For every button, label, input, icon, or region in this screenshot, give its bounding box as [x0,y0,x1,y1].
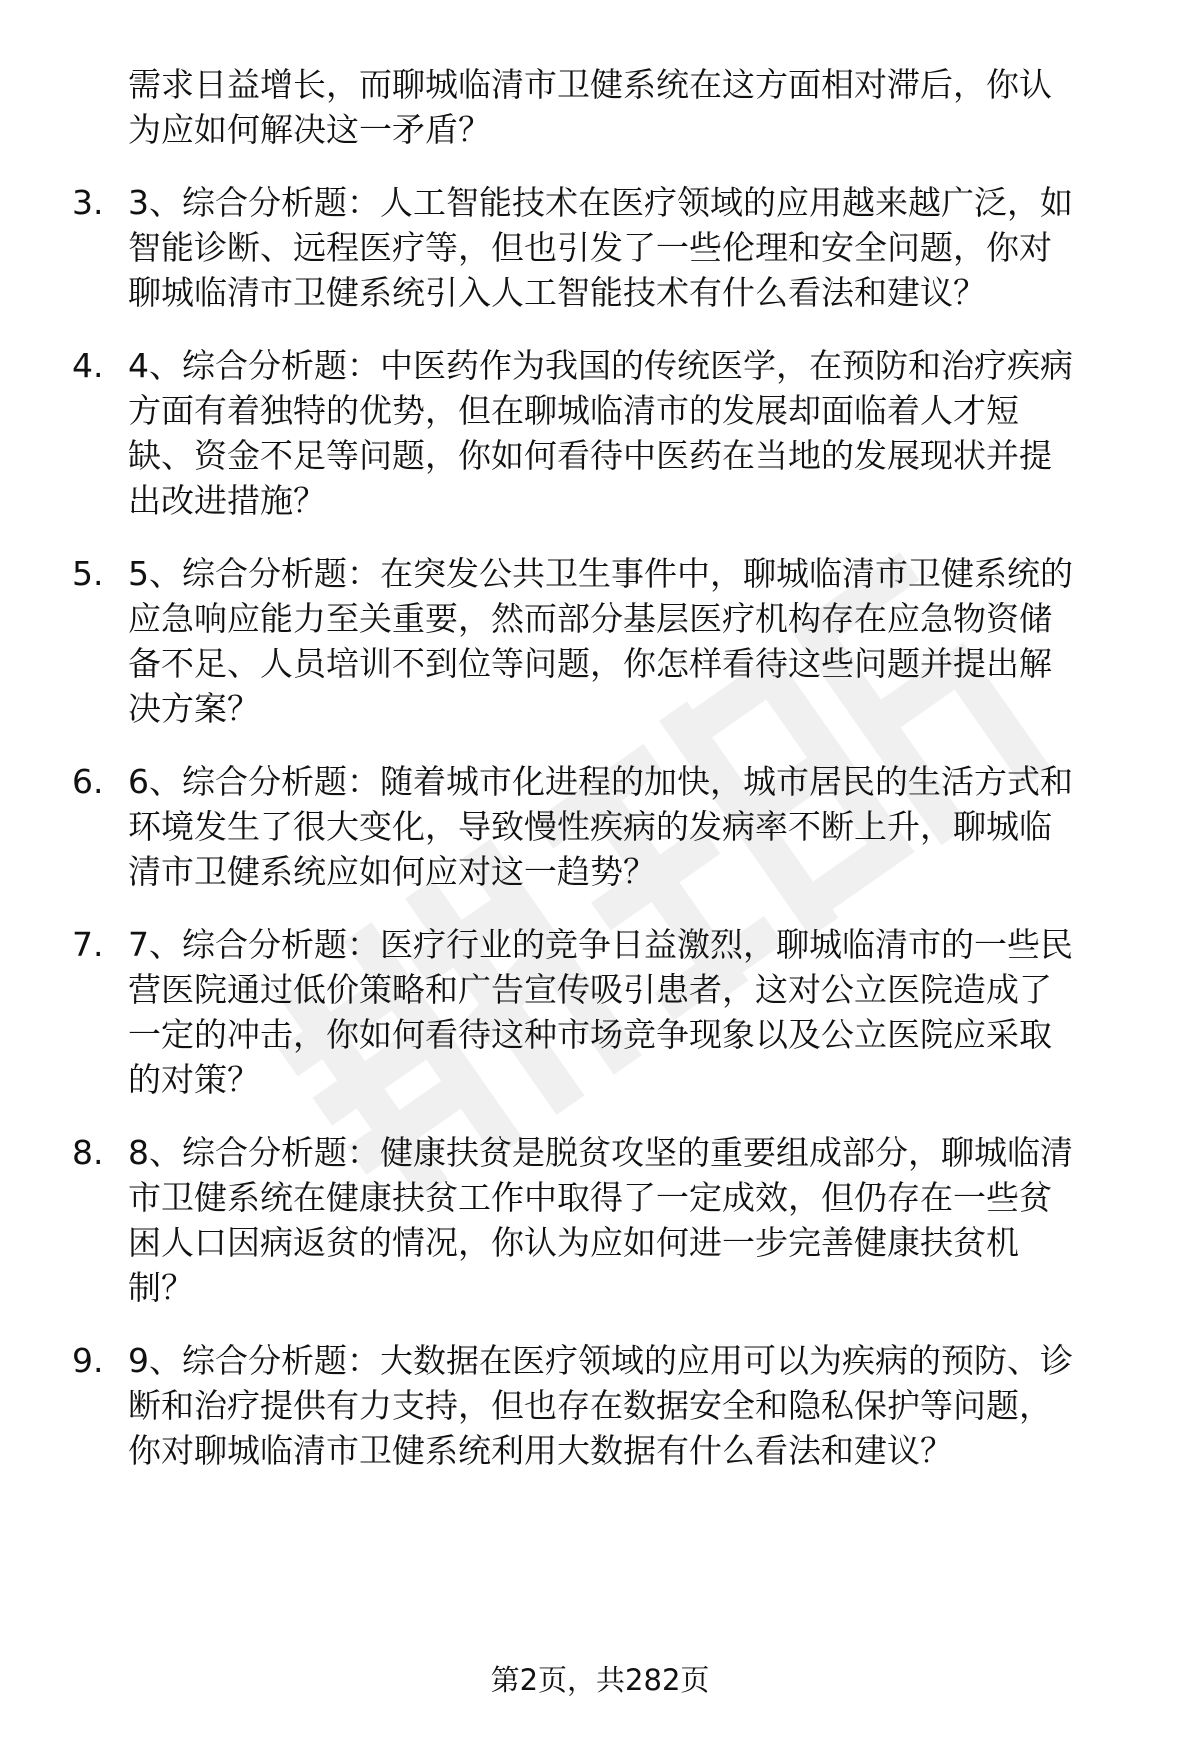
question-number: 3. [72,183,104,222]
question-text: 6、综合分析题：随着城市化进程的加快，城市居民的生活方式和 环境发生了很大变化，导致慢性疾病的发病率不断上升，聊城临 清市卫健系统应如何应对这一趋势？ [128,762,1073,891]
question-text: 4、综合分析题：中医药作为我国的传统医学，在预防和治疗疾病 方面有着独特的优势，但在聊城临清市的发展却面临着人才短 缺、资金不足等问题，你如何看待中医药在当地的发展现状并提 出改进措施？ [128,346,1073,520]
question-item [72,551,1162,731]
page-footer: 第2页，共282页 [490,1663,710,1697]
question-text: 5、综合分析题：在突发公共卫生事件中，聊城临清市卫健系统的 应急响应能力至关重要，然而部分基层医疗机构存在应急物资储 备不足、人员培训不到位等问题，你怎样看待这些问题并提出解 决方案？ [128,554,1073,728]
question-text: 7、综合分析题：医疗行业的竞争日益激烈，聊城临清市的一些民 营医院通过低价策略和广告宣传吸引患者，这对公立医院造成了 一定的冲击，你如何看待这种市场竞争现象以及公立医院应采取 的对策？ [128,925,1073,1099]
question-number: 9. [72,1341,104,1380]
question-item [72,922,1162,1102]
question-number: 7. [72,925,104,964]
question-text: 3、综合分析题：人工智能技术在医疗领域的应用越来越广泛，如 智能诊断、远程医疗等，但也引发了一些伦理和安全问题，你对 聊城临清市卫健系统引入人工智能技术有什么看法和建议？ [128,183,1073,312]
question-item [72,180,1162,315]
question-number: 8. [72,1133,104,1172]
question-list [72,62,1162,1501]
question-number: 4. [72,346,104,385]
question-item [72,759,1162,894]
question-number: 6. [72,762,104,801]
question-item [72,1130,1162,1310]
question-item [72,343,1162,523]
question-text: 9、综合分析题：大数据在医疗领域的应用可以为疾病的预防、诊 断和治疗提供有力支持，但也存在数据安全和隐私保护等问题， 你对聊城临清市卫健系统利用大数据有什么看法和建议？ [128,1341,1073,1470]
question-number: 5. [72,554,104,593]
continued-question-text: 需求日益增长，而聊城临清市卫健系统在这方面相对滞后，你认 为应如何解决这一矛盾？ [128,65,1052,149]
question-text: 8、综合分析题：健康扶贫是脱贫攻坚的重要组成部分，聊城临清 市卫健系统在健康扶贫工作中取得了一定成效，但仍存在一些贫 困人口因病返贫的情况，你认为应如何进一步完善健康扶贫机 制？ [128,1133,1073,1307]
question-item [72,1338,1162,1473]
